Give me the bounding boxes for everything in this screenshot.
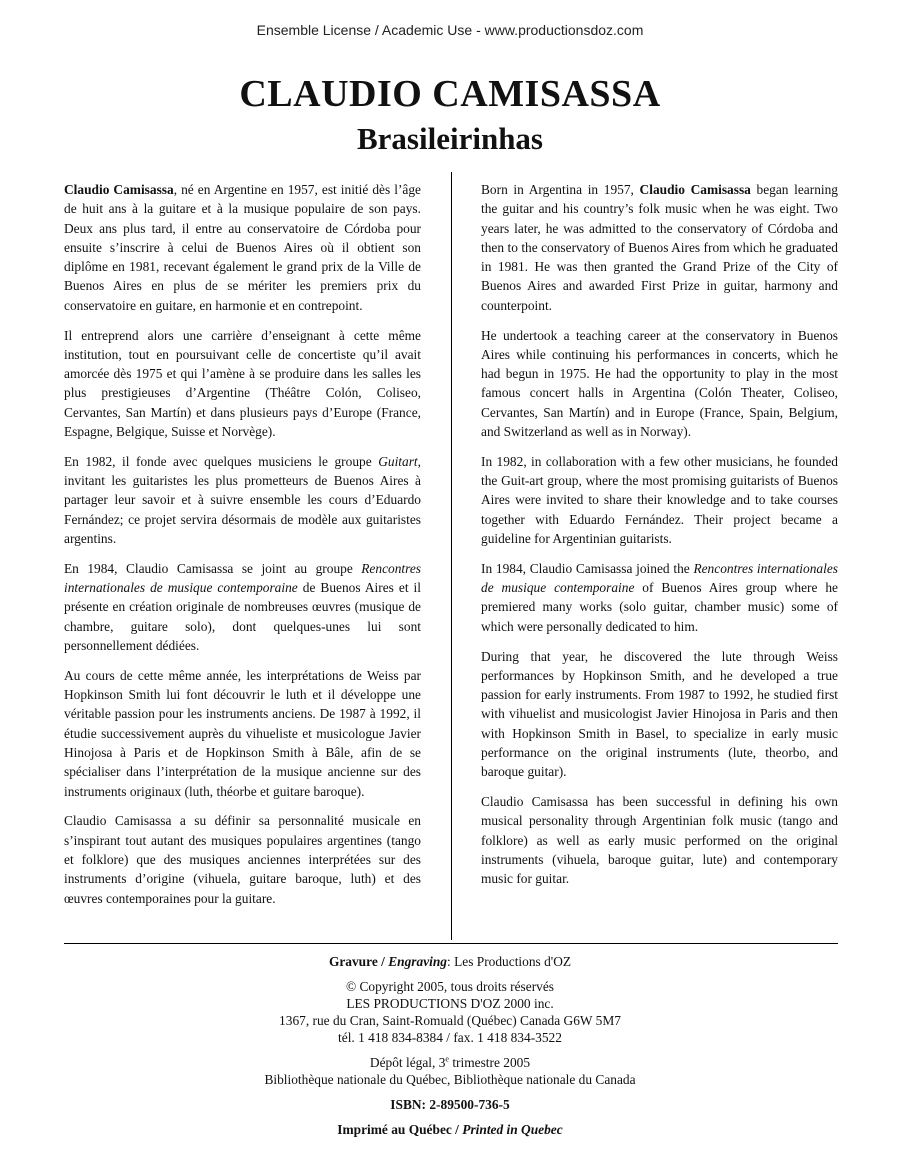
english-paragraph-3: In 1982, in collaboration with a few other musicians, he founded the Guit-art group, where the most promising guitarists of Buenos Aires were invited to share their knowledge and to take courses together with Eduardo Fernández. Their project became a guideline for Argentinian guitarists. [481, 453, 838, 547]
engraving-label-fr: Gravure / [328, 954, 385, 969]
column-divider [451, 172, 452, 940]
printed-line [0, 1121, 900, 1138]
english-paragraph-4 [481, 559, 838, 636]
french-paragraph-4-end: de Buenos Aires et il présente en création originale de nombreuses œuvres (musique de chambre, guitare solo), dont quelques-unes lui sont personnellement dédiées. [64, 580, 421, 654]
english-paragraph-6: Claudio Camisassa has been successful in defining his own musical personality through Argentinian folk music (tango and folklore) as well as early music performed on the original instruments (vihuela, baroque guitar, lute) and contemporary music for guitar. [481, 794, 838, 887]
french-paragraph-4 [64, 559, 421, 655]
company-line: LES PRODUCTIONS D'OZ 2000 inc. [346, 996, 554, 1011]
spacer [0, 970, 900, 978]
spacer [0, 1088, 900, 1096]
english-paragraph-2: He undertook a teaching career at the conservatory in Buenos Aires while continuing his performances in concerts, which he had begun in 1975. He had the opportunity to play in the most famous concert halls in Argentina (Colón Theater, Coliseo, Cervantes, San Martín) and in Europe (France, Spain, Belgium, and Switzerland as well as in Norway). [481, 327, 838, 440]
english-paragraph-1 [481, 180, 838, 315]
work-subtitle: Brasileirinhas [356, 121, 543, 156]
engraving-label-en: Engraving [388, 954, 448, 969]
english-paragraph-1-end: began learning the guitar and his country’s folk music when he was eight. Two years later, he was admitted to the conservatory of Córdoba and then to the conservatory of Buenos Aires from which he graduated in 1981. He was then granted the Grand Prize of the City of Buenos Aires and awarded First Prize in guitar, harmony and counterpoint. [481, 182, 838, 313]
french-paragraph-4-start: En 1984, Claudio Camisassa se joint au groupe [64, 560, 362, 576]
french-paragraph-5: Au cours de cette même année, les interprétations de Weiss par Hopkinson Smith lui font découvrir le luth et il développe une véritable passion pour les instruments anciens. De 1987 à 1992, il étudie successivement auprès du vihueliste et musicologue Javier Hinojosa à Paris et de Hopkinson Smith à Bâle, afin de se spécialiser dans l’interprétation de la musique ancienne sur des instruments originaux (luth, théorbe et guitare baroque). [64, 667, 421, 799]
legal-deposit-sup: e [445, 1054, 449, 1064]
engraving-line [0, 953, 900, 970]
french-paragraph-1-text: , né en Argentine en 1957, est initié dès l’âge de huit ans à la guitare et à la musique populaire de son pays. Deux ans plus tard, il entre au conservatoire de Córdoba pour ensuite s’inscrire à celui de Buenos Aires où il obtient son diplôme en 1981, recevant également le grand prix de la Ville de Buenos Aires en plus de se mériter les premiers prix du conservatoire en guitare, en harmonie et en contrepoint. [64, 182, 421, 313]
printed-label-en: Printed in Quebec [462, 1122, 563, 1137]
english-paragraph-4-end: of Buenos Aires group where he premiered many works (solo guitar, chamber music) some of which were personally dedicated to him. [481, 580, 838, 634]
libraries-line: Bibliothèque nationale du Québec, Bibliothèque nationale du Canada [264, 1072, 636, 1087]
composer-name-bold: Claudio Camisassa [64, 182, 174, 197]
group-name-italic: Guitart [378, 453, 418, 469]
license-header: Ensemble License / Academic Use - www.productionsdoz.com [256, 22, 644, 38]
publisher-footer [0, 953, 900, 1138]
spacer [0, 1113, 900, 1121]
english-paragraph-1-start: Born in Argentina in 1957, [481, 182, 640, 197]
french-biography [64, 180, 421, 918]
french-paragraph-3-end: , invitant les guitaristes les plus prometteurs de Buenos Aires à partager leur savoir et à suivre ensemble les cours d’Eduardo Fernández; ce projet servira désormais de modèle aux guitaristes argentins. [64, 453, 421, 547]
legal-deposit-line [0, 1054, 900, 1071]
legal-deposit-end: trimestre 2005 [448, 1055, 531, 1070]
english-paragraph-5: During that year, he discovered the lute through Weiss performances by Hopkinson Smith, and he developed a true passion for early instruments. From 1987 to 1992, he studied first with vihuelist and musicologist Javier Hinojosa in Paris and then with Hopkinson Smith in Basel, to specialize in early music performance on the original instruments (lute, theorbo, and baroque guitar). [481, 648, 838, 780]
printed-label-fr: Imprimé au Québec / [337, 1122, 459, 1137]
french-paragraph-6: Claudio Camisassa a su définir sa personnalité musicale en s’inspirant tout autant des musiques populaires argentines (tango et folklore) que des musiques anciennes interprétées sur des instruments d’origine (vihuela, guitare baroque, luth) et des œuvres contemporaines pour la guitare. [64, 813, 421, 906]
french-paragraph-3-start: En 1982, il fonde avec quelques musiciens le groupe [64, 453, 379, 469]
footer-divider [64, 943, 838, 944]
copyright-line: © Copyright 2005, tous droits réservés [345, 979, 555, 994]
english-biography [481, 180, 838, 899]
french-paragraph-2: Il entreprend alors une carrière d’enseignant à cette même institution, tout en poursuivant celle de concertiste qu’il avait amorcée dès 1975 et qui l’amène à se produire dans les salles les plus prestigieuses d’Argentine (Théâtre Colón, Coliseo, Cervantes, San Martín) et dans plusieurs pays d’Europe (France, Espagne, Belgique, Suisse et Norvège). [64, 327, 421, 440]
french-paragraph-1 [64, 180, 421, 315]
festival-name-italic: Rencontres internationales de musique contemporaine [64, 560, 421, 596]
engraving-credit: : Les Productions d'OZ [447, 954, 572, 969]
address-line: 1367, rue du Cran, Saint-Romuald (Québec) Canada G6W 5M7 [279, 1013, 621, 1028]
composer-title: CLAUDIO CAMISASSA [239, 73, 661, 115]
isbn-line: ISBN: 2-89500-736-5 [390, 1097, 510, 1112]
spacer [0, 1046, 900, 1054]
french-paragraph-3 [64, 452, 421, 548]
english-paragraph-4-start: In 1984, Claudio Camisassa joined the [481, 560, 694, 576]
phone-line: tél. 1 418 834-8384 / fax. 1 418 834-3522 [338, 1030, 562, 1045]
festival-name-italic: Rencontres internationales de musique contemporaine [481, 560, 838, 596]
composer-name-bold: Claudio Camisassa [639, 182, 751, 197]
legal-deposit-start: Dépôt légal, 3 [369, 1055, 446, 1070]
